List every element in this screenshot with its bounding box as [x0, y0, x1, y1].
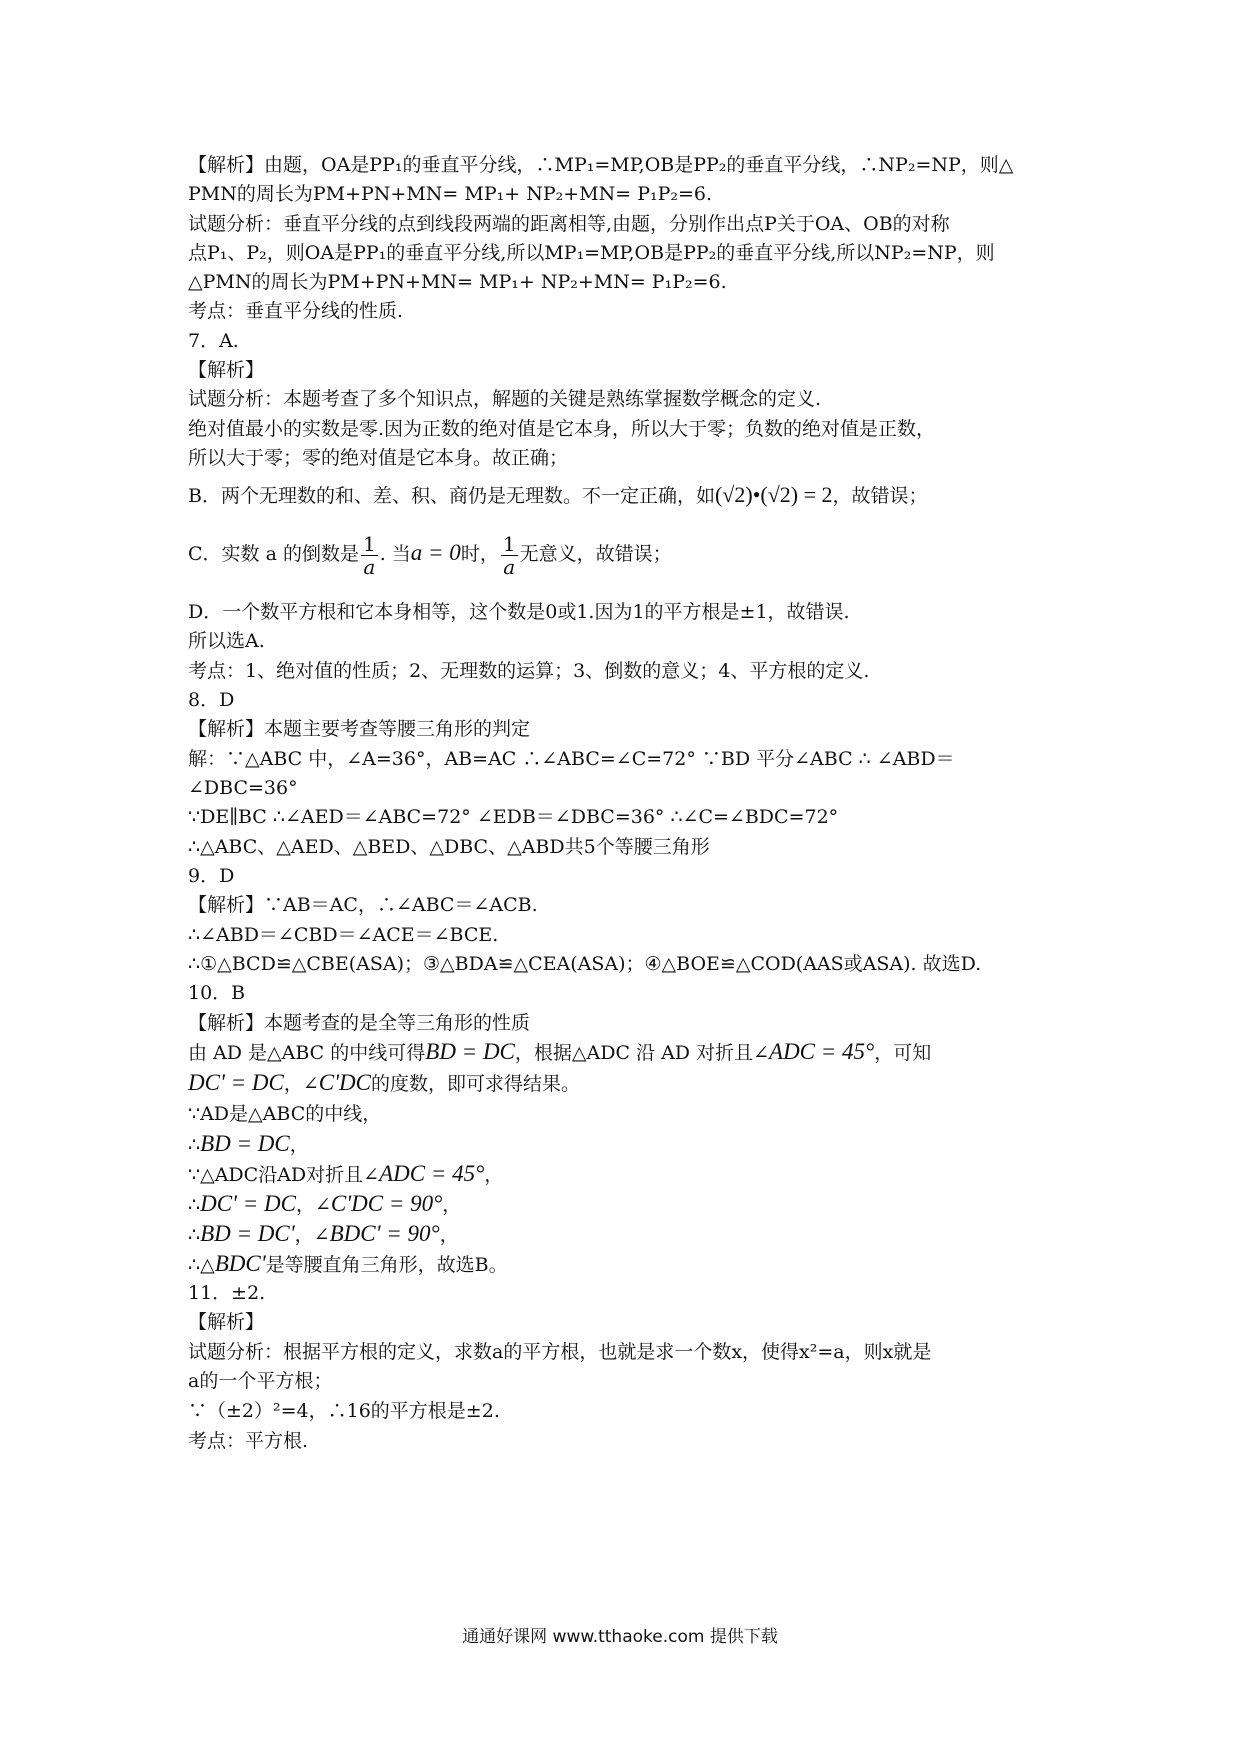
- math-expression: C'DC: [318, 1070, 371, 1095]
- math-expression: BDC': [214, 1251, 266, 1276]
- text-run: ，: [484, 1164, 504, 1186]
- text-run: ∴: [188, 1134, 201, 1156]
- text-run: B．两个无理数的和、差、积、商仍是无理数。不一定正确，如: [188, 485, 715, 507]
- text-line: ∵DE∥BC ∴∠AED＝∠ABC=72° ∠EDB＝∠DBC=36° ∴∠C=∠BDC=72°: [188, 806, 839, 828]
- text-line: [188, 1131, 309, 1158]
- text-line: 【解析】: [188, 359, 265, 381]
- text-line: 【解析】: [188, 1311, 265, 1333]
- math-expression: BD = DC: [200, 1131, 290, 1156]
- text-run: . 当: [379, 543, 411, 565]
- text-line: [188, 1221, 459, 1248]
- text-line: 试题分析：垂直平分线的点到线段两端的距离相等,由题，分别作出点P关于OA、OB的对称: [188, 213, 950, 235]
- text-line: 试题分析：本题考查了多个知识点，解题的关键是熟练掌握数学概念的定义.: [188, 388, 822, 410]
- text-line: 点P₁、P₂，则OA是PP₁的垂直平分线,所以MP₁=MP,OB是PP₂的垂直平分线,所以NP₂=NP，则: [188, 242, 995, 264]
- text-line: 所以大于零；零的绝对值是它本身。故正确；: [188, 447, 569, 469]
- text-run: ，∠: [295, 1194, 331, 1216]
- text-line: [188, 1039, 931, 1066]
- text-line: ∴△ABC、△AED、△BED、△DBC、△ABD共5个等腰三角形: [188, 836, 710, 858]
- text-run: ，: [439, 1224, 459, 1246]
- text-run: ，: [442, 1194, 462, 1216]
- math-expression: DC' = DC: [188, 1070, 284, 1095]
- text-line: ∴∠ABD＝∠CBD＝∠ACE＝∠BCE.: [188, 924, 499, 946]
- math-expression: BD = DC: [425, 1039, 515, 1064]
- footer-credit: 通通好课网 www.tthaoke.com 提供下载: [462, 1627, 778, 1647]
- text-line: 绝对值最小的实数是零.因为正数的绝对值是它本身，所以大于零；负数的绝对值是正数，: [188, 418, 936, 440]
- text-line: 所以选A.: [188, 630, 265, 652]
- text-line: 8．D: [188, 689, 235, 711]
- text-line: PMN的周长为PM+PN+MN= MP₁+ NP₂+MN= P₁P₂=6.: [188, 183, 713, 205]
- math-expression: (√2)•(√2) = 2: [714, 482, 833, 507]
- text-line: ∵AD是△ABC的中线，: [188, 1103, 382, 1125]
- text-line-c: [188, 518, 672, 589]
- text-line: 试题分析：根据平方根的定义，求数a的平方根，也就是求一个数x，使得x²=a，则x就是: [188, 1341, 932, 1363]
- text-line: D．一个数平方根和它本身相等，这个数是0或1.因为1的平方根是±1，故错误.: [188, 601, 850, 623]
- math-expression: ADC = 45°: [379, 1161, 485, 1186]
- text-line: 考点：1、绝对值的性质；2、无理数的运算；3、倒数的意义；4、平方根的定义.: [188, 660, 870, 682]
- fraction-one-over-a: $\frac{1}{a}$: [362, 531, 376, 579]
- text-line: 解：∵△ABC 中，∠A=36°，AB=AC ∴∠ABC=∠C=72° ∵BD 平分∠ABC ∴ ∠ABD＝: [188, 748, 955, 770]
- text-line: 【解析】本题主要考查等腰三角形的判定: [188, 718, 531, 740]
- text-run: ，根据△ADC 沿 AD 对折且∠: [514, 1042, 770, 1064]
- text-line: 10．B: [188, 982, 246, 1004]
- text-run: ∴△: [188, 1254, 215, 1276]
- text-run: 的度数，即可求得结果。: [370, 1073, 580, 1095]
- text-run: ，: [289, 1134, 309, 1156]
- math-expression: BDC' = 90°: [329, 1221, 440, 1246]
- text-line: 【解析】由题，OA是PP₁的垂直平分线，∴MP₁=MP,OB是PP₂的垂直平分线，∴NP₂=NP，则△: [188, 154, 1014, 176]
- text-run: 无意义，故错误；: [519, 543, 672, 565]
- text-run: C．实数 a 的倒数是: [188, 543, 359, 565]
- text-run: ∴: [188, 1224, 201, 1246]
- text-line: △PMN的周长为PM+PN+MN= MP₁+ NP₂+MN= P₁P₂=6.: [188, 271, 727, 293]
- text-line: ∵（±2）²=4，∴16的平方根是±2.: [188, 1400, 500, 1422]
- math-expression: DC' = DC: [200, 1191, 296, 1216]
- text-run: 时，: [460, 543, 499, 565]
- math-expression: C'DC = 90°: [330, 1191, 443, 1216]
- text-line: 7．A.: [188, 330, 239, 352]
- math-expression: BD = DC': [200, 1221, 295, 1246]
- fraction-one-over-a: $\frac{1}{a}$: [502, 531, 516, 579]
- text-line: 【解析】本题考查的是全等三角形的性质: [188, 1012, 531, 1034]
- text-line: 【解析】∵AB＝AC，∴∠ABC＝∠ACB.: [188, 894, 538, 916]
- text-line: ∠DBC=36°: [188, 777, 298, 799]
- text-run: ∴: [188, 1194, 201, 1216]
- text-run: ，∠: [294, 1224, 330, 1246]
- text-line: 11．±2.: [188, 1282, 266, 1304]
- text-run: 是等腰直角三角形，故选B。: [265, 1254, 508, 1276]
- text-line: 考点：平方根.: [188, 1430, 309, 1452]
- text-line: 考点：垂直平分线的性质.: [188, 300, 404, 322]
- text-run: 由 AD 是△ABC 的中线可得: [188, 1042, 426, 1064]
- text-run: ，故错误；: [832, 485, 928, 507]
- text-line: a的一个平方根；: [188, 1370, 333, 1392]
- text-line-b: [188, 482, 928, 509]
- text-line: [188, 1251, 508, 1278]
- math-expression: ADC = 45°: [769, 1039, 875, 1064]
- text-line: 9．D: [188, 865, 235, 887]
- text-line: [188, 1161, 503, 1188]
- text-line: [188, 1191, 461, 1218]
- text-run: ∵△ADC沿AD对折且∠: [188, 1164, 380, 1186]
- math-expression: a = 0: [410, 540, 461, 565]
- text-line: ∴①△BCD≌△CBE(ASA)；③△BDA≌△CEA(ASA)；④△BOE≌△COD(AAS或ASA). 故选D.: [188, 953, 982, 975]
- text-run: ，可知: [874, 1042, 932, 1064]
- text-run: ，∠: [283, 1073, 319, 1095]
- text-line: [188, 1070, 580, 1097]
